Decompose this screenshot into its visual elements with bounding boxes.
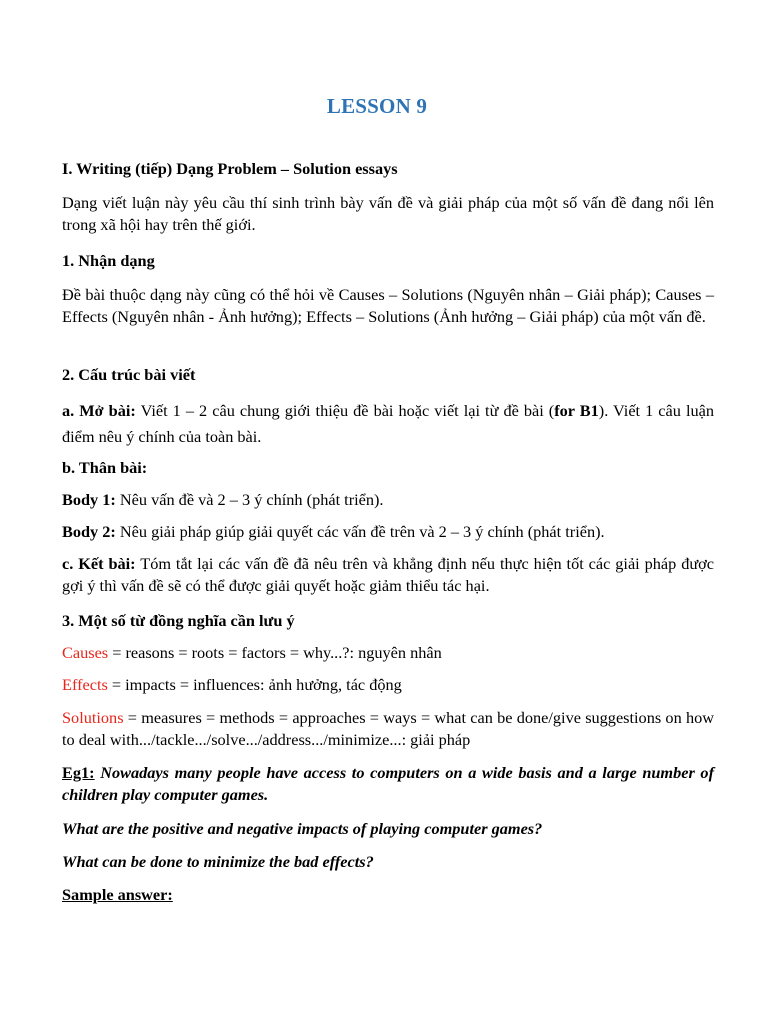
causes-keyword: Causes bbox=[62, 643, 109, 662]
example-question-2: What can be done to minimize the bad effects? bbox=[62, 852, 374, 871]
intro-part-text-b: ). Viết 1 câu luận điểm nêu ý chính của toàn bài. bbox=[62, 401, 714, 446]
intro-part-paragraph bbox=[62, 398, 714, 450]
conclusion-label: c. Kết bài: bbox=[62, 554, 136, 573]
intro-part-label: a. Mở bài: bbox=[62, 401, 136, 420]
synonyms-heading: 3. Một số từ đồng nghĩa cần lưu ý bbox=[62, 611, 295, 630]
intro-paragraph: Dạng viết luận này yêu cầu thí sinh trình bày vấn đề và giải pháp của một số vấn đề đang nổi lên trong xã hội hay trên thế giới. bbox=[62, 193, 714, 234]
body1-paragraph bbox=[62, 489, 714, 511]
effects-line bbox=[62, 674, 714, 696]
causes-line bbox=[62, 642, 714, 664]
identify-heading: 1. Nhận dạng bbox=[62, 251, 155, 270]
sample-answer-heading: Sample answer: bbox=[62, 885, 173, 904]
section-heading: I. Writing (tiếp) Dạng Problem – Solution essays bbox=[62, 159, 398, 178]
body2-paragraph bbox=[62, 521, 714, 543]
conclusion-paragraph bbox=[62, 553, 714, 597]
body-heading: b. Thân bài: bbox=[62, 458, 148, 477]
identify-paragraph: Đề bài thuộc dạng này cũng có thể hỏi về Causes – Solutions (Nguyên nhân – Giải pháp); Causes – Effects (Nguyên nhân - Ảnh hưởng); Effects – Solutions (Ảnh hưởng – Giải pháp) của một vấn đề. bbox=[62, 285, 714, 326]
effects-keyword: Effects bbox=[62, 675, 108, 694]
intro-part-text-a: Viết 1 – 2 câu chung giới thiệu đề bài hoặc viết lại từ đề bài ( bbox=[135, 401, 555, 420]
example-prompt bbox=[62, 762, 714, 806]
body1-label: Body 1: bbox=[62, 490, 116, 509]
solutions-keyword: Solutions bbox=[62, 708, 124, 727]
lesson-title: LESSON 9 bbox=[326, 94, 428, 118]
causes-synonyms: = reasons = roots = factors = why...?: nguyên nhân bbox=[108, 643, 442, 662]
conclusion-text: Tóm tắt lại các vấn đề đã nêu trên và khẳng định nếu thực hiện tốt các giải pháp được gợi ý thì vấn đề sẽ có thể được giải quyết hoặc giảm thiểu tác hại. bbox=[62, 554, 715, 595]
structure-heading: 2. Cấu trúc bài viết bbox=[62, 365, 196, 384]
body2-label: Body 2: bbox=[62, 522, 116, 541]
effects-synonyms: = impacts = influences: ảnh hưởng, tác động bbox=[107, 675, 402, 694]
example-question-1: What are the positive and negative impacts of playing computer games? bbox=[62, 819, 543, 838]
solutions-line bbox=[62, 707, 714, 751]
example-prompt-text: Nowadays many people have access to computers on a wide basis and a large number of children play computer games. bbox=[62, 763, 714, 804]
solutions-synonyms: = measures = methods = approaches = ways = what can be done/give suggestions on how to deal with.../tackle.../solve.../address.../minimize...: giải pháp bbox=[62, 708, 714, 749]
body2-text: Nêu giải pháp giúp giải quyết các vấn đề trên và 2 – 3 ý chính (phát triển). bbox=[115, 522, 605, 541]
example-label: Eg1: bbox=[62, 763, 95, 782]
intro-part-level: for B1 bbox=[554, 401, 599, 420]
body1-text: Nêu vấn đề và 2 – 3 ý chính (phát triển). bbox=[115, 490, 384, 509]
